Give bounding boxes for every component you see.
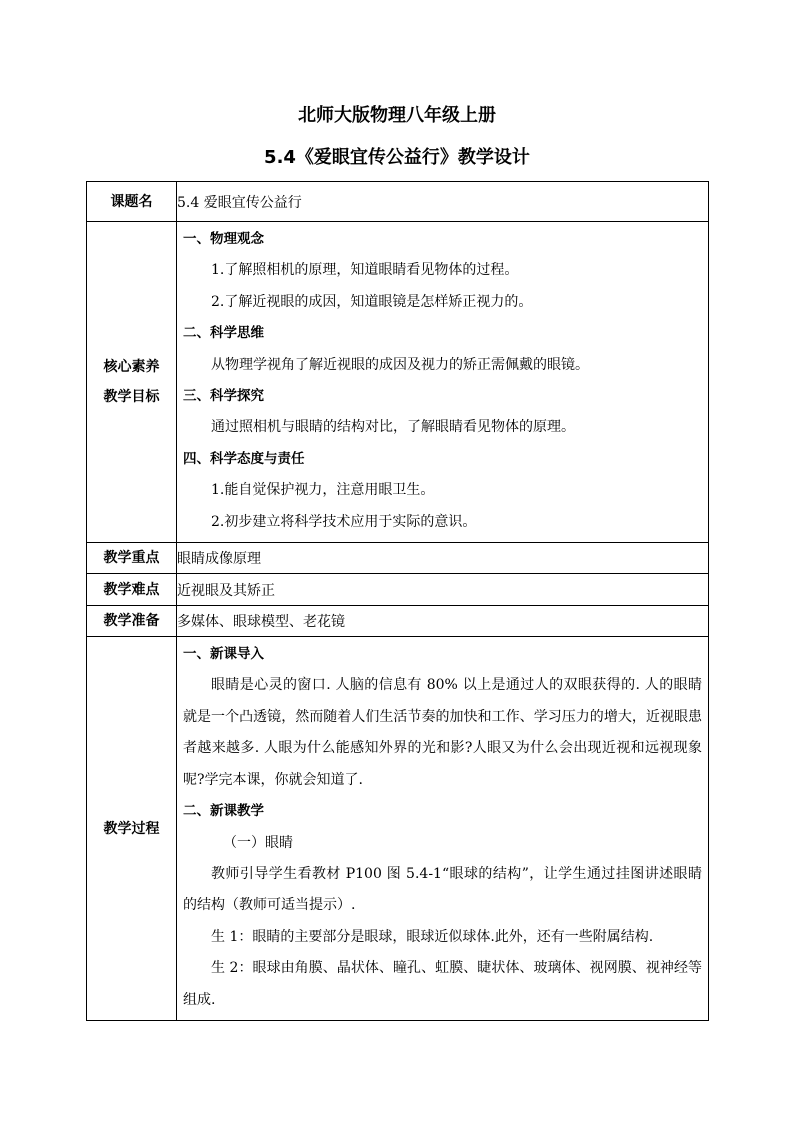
prep-value: 多媒体、眼球模型、老花镜 xyxy=(177,606,709,637)
goals-label-line1: 核心素养 xyxy=(103,359,160,376)
table-row-difficulty xyxy=(87,574,709,606)
teacher-paragraph: 教师引导学生看教材 P100 图 5.4-1“眼球的结构”，让学生通过挂图讲述眼睛的结构（教师可适当提示）. xyxy=(183,865,702,914)
table-row-topic xyxy=(87,182,709,222)
focus-label: 教学重点 xyxy=(87,543,177,574)
process-heading-1: 一、新课导入 xyxy=(183,646,264,663)
table-row-process xyxy=(87,637,709,1021)
difficulty-label: 教学难点 xyxy=(87,574,177,606)
focus-value: 眼睛成像原理 xyxy=(177,543,709,574)
process-heading-2: 二、新课教学 xyxy=(183,803,264,820)
student1-paragraph: 生 1：眼睛的主要部分是眼球，眼球近似球体.此外，还有一些附属结构. xyxy=(211,928,654,945)
process-content xyxy=(177,637,709,1021)
goal-item: 2.了解近视眼的成因，知道眼镜是怎样矫正视力的。 xyxy=(211,293,533,310)
process-subheading-eyes: （一）眼睛 xyxy=(223,834,293,851)
document-subtitle: 5.4《爱眼宜传公益行》教学设计 xyxy=(264,147,530,168)
goals-label xyxy=(87,222,177,543)
goal-item: 通过照相机与眼睛的结构对比，了解眼睛看见物体的原理。 xyxy=(211,419,575,436)
goal-item: 从物理学视角了解近视眼的成因及视力的矫正需佩戴的眼镜。 xyxy=(211,356,589,373)
goal-item: 1.能自觉保护视力，注意用眼卫生。 xyxy=(211,482,435,499)
table-row-focus xyxy=(87,543,709,574)
student2-paragraph: 生 2：眼球由角膜、晶状体、瞳孔、虹膜、睫状体、玻璃体、视网膜、视神经等组成. xyxy=(183,960,702,1008)
table-row-goals xyxy=(87,222,709,543)
prep-label: 教学准备 xyxy=(87,606,177,637)
goal-heading-1: 一、物理观念 xyxy=(183,231,264,247)
goal-heading-4: 四、科学态度与责任 xyxy=(183,450,305,467)
goal-heading-3: 三、科学探究 xyxy=(183,388,264,405)
topic-label: 课题名 xyxy=(87,182,177,222)
process-label: 教学过程 xyxy=(87,637,177,1021)
difficulty-value: 近视眼及其矫正 xyxy=(177,574,709,606)
goals-label-line2: 教学目标 xyxy=(103,389,160,406)
document-title: 北师大版物理八年级上册 xyxy=(298,105,496,126)
goals-content xyxy=(177,222,709,543)
topic-value: 5.4 爱眼宜传公益行 xyxy=(177,182,709,222)
table-row-prep xyxy=(87,606,709,637)
goal-item: 2.初步建立将科学技术应用于实际的意识。 xyxy=(211,513,477,530)
goal-heading-2: 二、科学思维 xyxy=(183,325,264,342)
lesson-plan-table xyxy=(86,181,709,1021)
goal-item: 1.了解照相机的原理，知道眼睛看见物体的过程。 xyxy=(211,262,519,279)
intro-paragraph: 眼睛是心灵的窗口. 人脑的信息有 80% 以上是通过人的双眼获得的. 人的眼睛就是一个凸透镜，然而随着人们生活节奏的加快和工作、学习压力的增大，近视眼患者越来越多. 人眼为什么能感知外界的光和影?人眼又为什么会出现近视和远视现象呢?学完本课，你就会知道了. xyxy=(183,677,702,788)
